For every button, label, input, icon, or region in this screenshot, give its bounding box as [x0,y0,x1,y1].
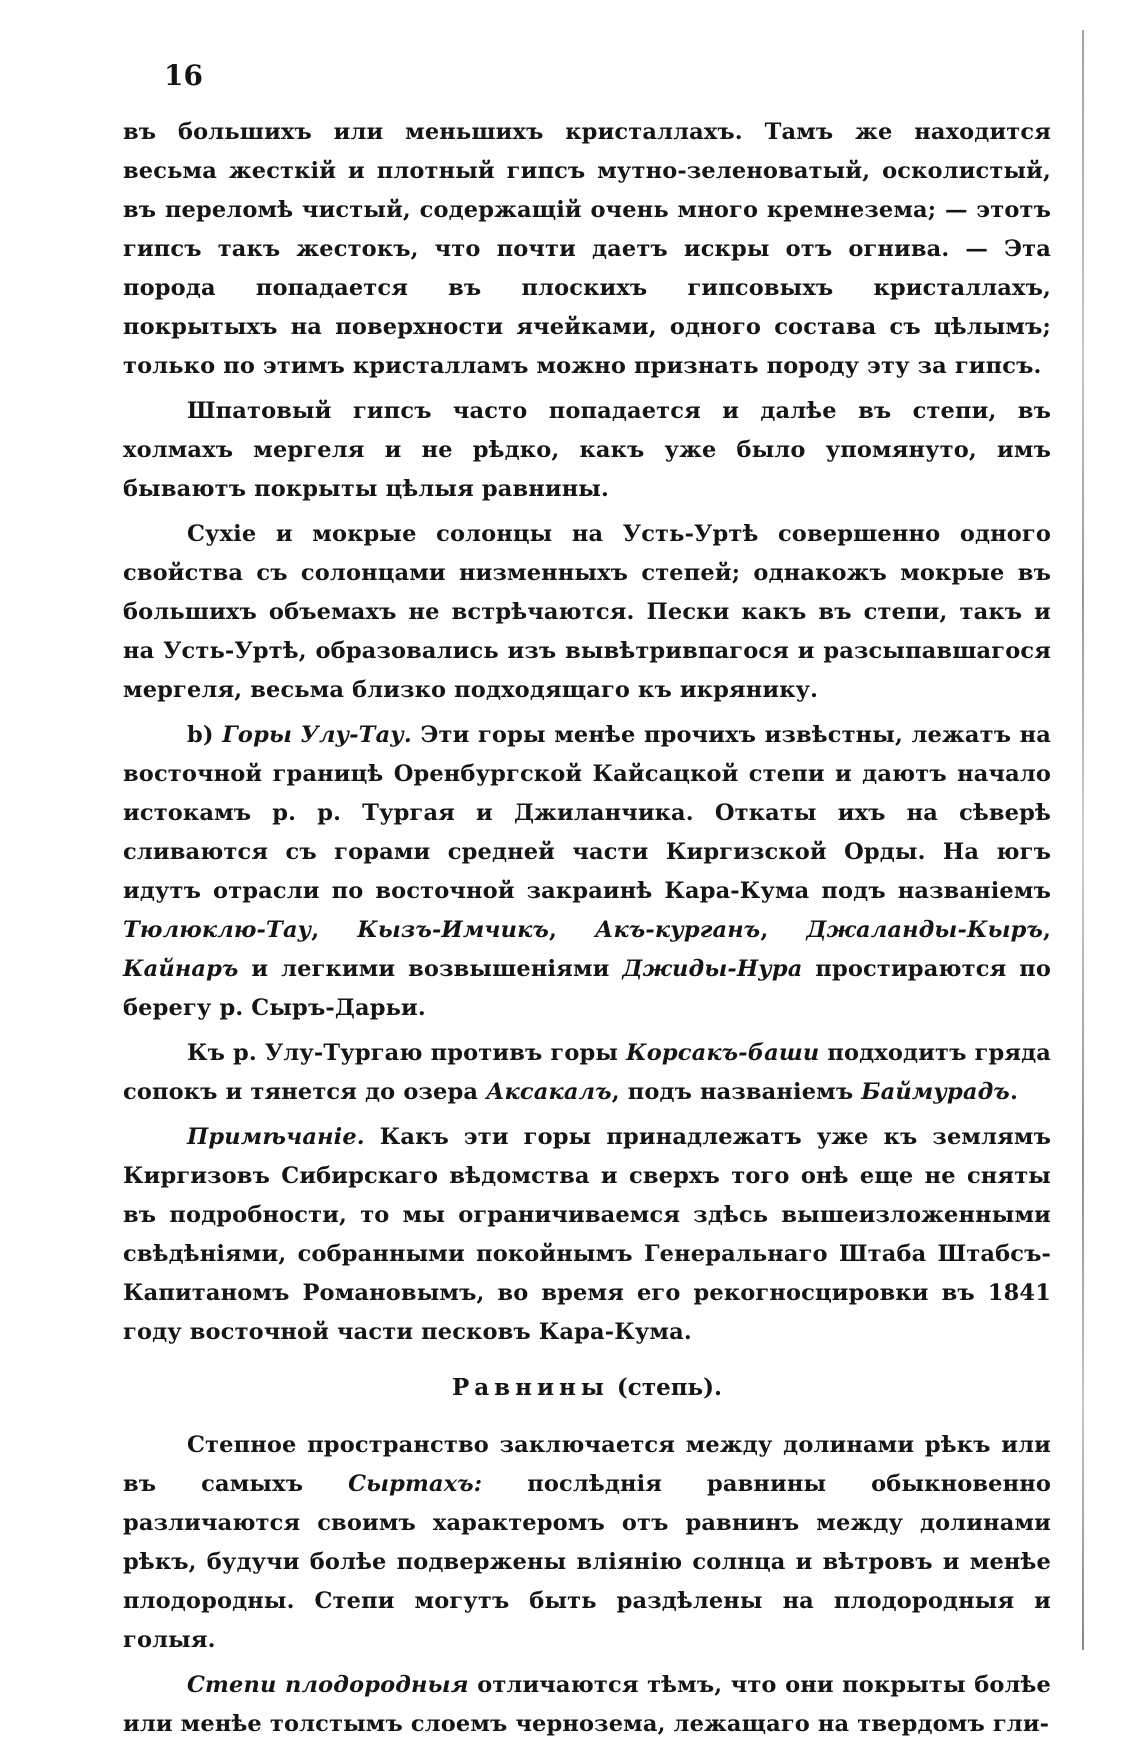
paragraph-text: Шпатовый гипсъ часто попадается и далѣе въ степи, въ холмахъ мергеля и не рѣдко, какъ уже было упомянуто, имъ бываютъ покрыты цѣлыя равнины. [123,398,1051,502]
term: Степи плодородныя [187,1672,469,1698]
paragraph-ulu-turgai [123,1034,1051,1112]
paragraph-title: Горы Улу-Тау. [222,722,412,748]
paragraph-text: отличаются тѣмъ, что они покрыты болѣе или менѣе толстымъ слоемъ чернозема, лежащаго на твердомъ гли- [123,1672,1051,1737]
place-name: Тюлюклю-Тау [123,917,312,943]
place-name: Джаланды-Кыръ [806,917,1044,943]
paragraph-text: Эти горы менѣе прочихъ извѣстны, лежатъ на восточной границѣ Оренбургской Кайсацкой степи и даютъ начало истокамъ р. р. Тургая и Джиланчика. Откаты ихъ на сѣверѣ сливаются съ горами средней части Киргизской Орды. На югъ идутъ отрасли по восточной закраинѣ Кара-Кума подъ названіемъ [123,722,1052,904]
paragraph-text: и легкими возвышеніями [238,956,623,982]
separator: , [549,917,595,943]
separator: , [760,917,807,943]
paragraph-text: , подъ названіемъ [611,1079,862,1105]
place-name: Корсакъ-баши [626,1040,820,1066]
list-marker: b) [187,722,223,748]
page-number: 16 [164,59,203,92]
note-title: Примѣчаніе. [187,1124,365,1150]
separator: , [1043,917,1051,943]
paragraph-ulu-tau-mountains [123,716,1051,1028]
section-heading-main: Равнины [451,1374,609,1401]
paragraph-text: Сухіе и мокрые солонцы на Усть-Уртѣ совершенно одного свойства съ солонцами низменныхъ степей; однакожъ мокрые въ большихъ объемахъ не встрѣчаются. Пески какъ въ степи, такъ и на Усть-Уртѣ, образовались изъ вывѣтривпагося и разсыпавшагося мергеля, весьма близко подходящаго къ икрянику. [123,521,1051,703]
section-heading-sub: (степь). [608,1374,723,1401]
paragraph-steppe-space [123,1426,1051,1660]
paragraph-text: подходитъ гряда сопокъ и тянется до озера [123,1040,1051,1105]
place-name: Акъ-курганъ [595,917,761,943]
page-edge-line [1082,30,1084,1650]
section-heading [123,1368,1051,1408]
separator: , [311,917,358,943]
place-name: Аксакалъ [486,1079,612,1105]
paragraph-text: Какъ эти горы принадлежатъ уже къ землямъ Киргизовъ Сибирскаго вѣдомства и сверхъ того онѣ еще не сняты въ подробности, то мы ограничиваемся здѣсь вышеизложенными свѣдѣніями, собранными покойнымъ Генеральнаго Штаба Штабсъ-Капитаномъ Романовымъ, во время его рекогносцировки въ 1841 году восточной части песковъ Кара-Кума. [123,1124,1051,1345]
paragraph-text: Степное пространство заключается между долинами рѣкъ или въ самыхъ [123,1432,1051,1497]
place-name: Кызъ-Имчикъ [357,917,550,943]
paragraph-spar-gypsum [123,392,1051,509]
place-name: Джиды-Нура [622,956,803,982]
paragraph-fertile-steppes [123,1666,1051,1744]
paragraph-text: въ большихъ или меньшихъ кристаллахъ. Тамъ же находится весьма жесткій и плотный гипсъ мутно-зеленоватый, осколистый, въ переломѣ чистый, содержащій очень много кремнезема; — этотъ гипсъ такъ жестокъ, что почти даетъ искры отъ огнива. — Эта порода попадается въ плоскихъ гипсовыхъ кристаллахъ, покрытыхъ на поверхности ячейками, одного состава съ цѣлымъ; только по этимъ кристалламъ можно признать породу эту за гипсъ. [123,119,1051,379]
paragraph-gypsum [123,113,1051,386]
paragraph-salt-marshes [123,515,1051,710]
paragraph-text: послѣднія равнины обыкновенно различаются своимъ характеромъ отъ равнинъ между долинами рѣкъ, будучи болѣе подвержены вліянію солнца и вѣтровъ и менѣе плодородны. Степи могутъ быть раздѣлены на плодородныя и голыя. [123,1471,1051,1653]
paragraph-text: простираются по берегу р. Сыръ-Дарьи. [123,956,1051,1021]
paragraph-text: Къ р. Улу-Тургаю противъ горы [187,1040,627,1066]
term: Сыртахъ: [348,1471,483,1497]
paragraph-note [123,1118,1051,1352]
paragraph-text: . [1009,1079,1018,1105]
place-name: Кайнаръ [123,956,239,982]
body-text [123,113,1051,1744]
place-name: Баймурадъ [861,1079,1010,1105]
